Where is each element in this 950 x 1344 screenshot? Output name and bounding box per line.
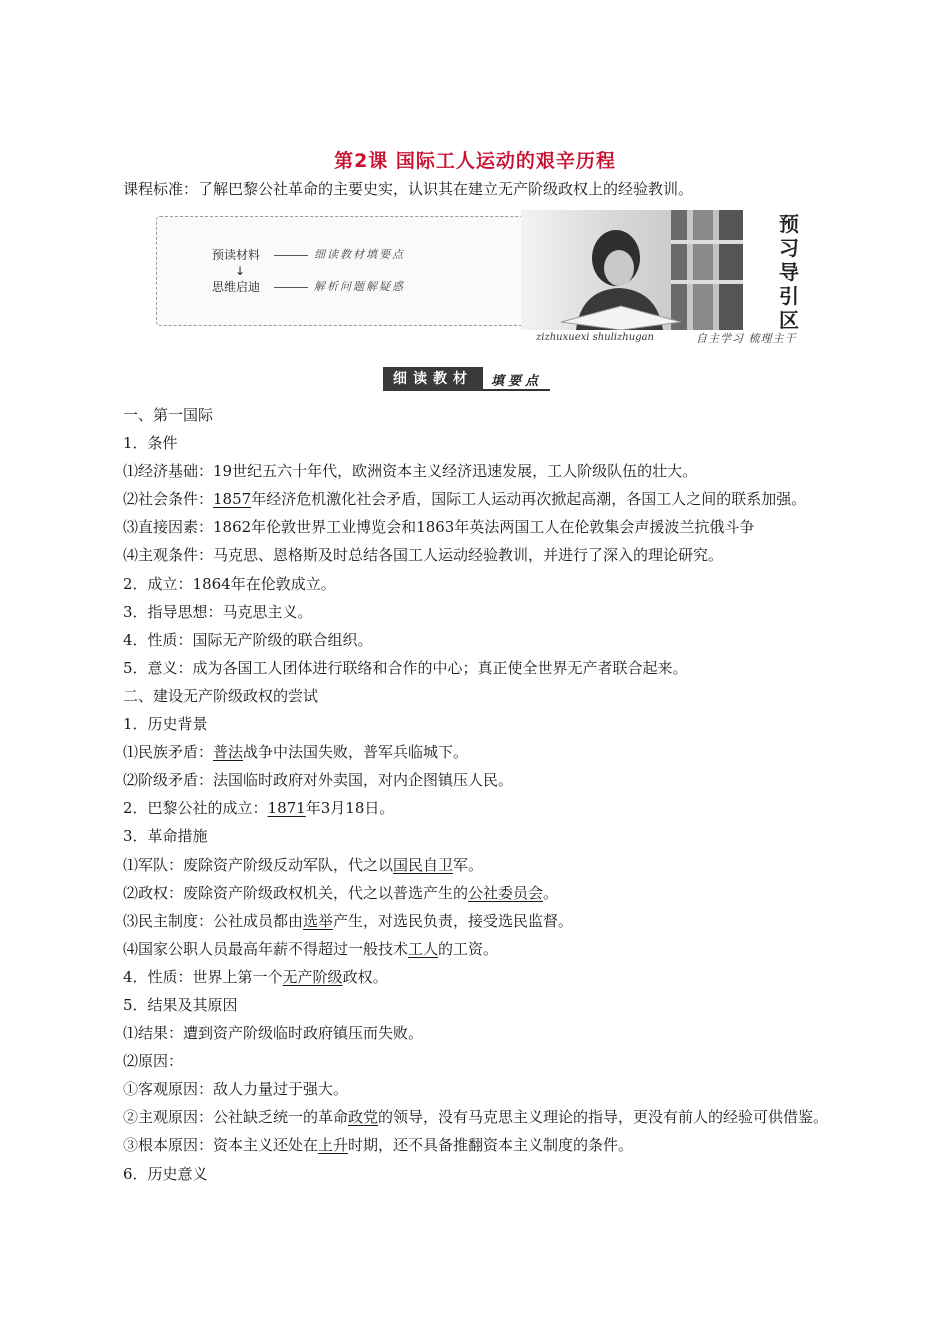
blank-answer: 1871 (267, 799, 306, 818)
paragraph-text: 军。 (453, 855, 484, 874)
body-paragraph (68, 1047, 868, 1075)
paragraph-text: 的工资。 (438, 939, 499, 958)
paragraph-text: ⑷国家公职人员最高年薪不得超过一般技术 (123, 939, 409, 958)
blank-answer: 普法 (213, 743, 244, 762)
study-flow (212, 246, 405, 296)
paragraph-text: ①客观原因：敌人力量过于强大。 (123, 1080, 349, 1099)
paragraph-text: ⑶民主制度：公社成员都由 (123, 911, 304, 930)
body-paragraph (68, 541, 868, 569)
paragraph-text: 4．性质：国际无产阶级的联合组织。 (123, 630, 373, 649)
flow-connector (274, 255, 308, 256)
blank-answer: 公社委员会 (468, 883, 544, 902)
flow-hint: 解析问题解疑惑 (314, 280, 405, 293)
body-paragraph (68, 794, 868, 822)
paragraph-text: 的领导，没有马克思主义理论的指导，更没有前人的经验可供借鉴。 (378, 1108, 829, 1127)
paragraph-text: ⑷主观条件：马克思、恩格斯及时总结各国工人运动经验教训，并进行了深入的理论研究。 (123, 546, 724, 565)
body-paragraph (68, 401, 868, 429)
body-paragraph (68, 738, 868, 766)
paragraph-text: 政权。 (342, 967, 388, 986)
body-paragraph (68, 710, 868, 738)
side-title: 预 习 导 引 区 (779, 212, 799, 332)
paragraph-text: 2．巴黎公社的成立： (123, 799, 268, 818)
paragraph-text: ⑴民族矛盾： (123, 743, 214, 762)
paragraph-text: ⑴经济基础：19世纪五六十年代，欧洲资本主义经济迅速发展，工人阶级队伍的壮大。 (123, 462, 698, 481)
body-paragraph (68, 457, 868, 485)
body-paragraph (68, 682, 868, 710)
paragraph-text: 5．结果及其原因 (123, 995, 238, 1014)
paragraph-text: 产生，对选民负责，接受选民监督。 (333, 911, 574, 930)
flow-step-read (212, 246, 405, 264)
paragraph-text: 时期，还不具备推翻资本主义制度的条件。 (348, 1136, 634, 1155)
flow-hint: 细读教材填要点 (314, 248, 405, 261)
blank-answer: 上升 (318, 1136, 349, 1155)
banner-pinyin: zizhuxuexi shulizhugan (536, 332, 654, 343)
flow-label: 思维启迪 (212, 280, 261, 294)
preview-banner (156, 210, 808, 345)
body-paragraph (68, 1075, 868, 1103)
flow-label: 预读材料 (212, 248, 261, 262)
body-paragraph (68, 429, 868, 457)
body-paragraph (68, 822, 868, 850)
paragraph-text: ⑴结果：遭到资产阶级临时政府镇压而失败。 (123, 1024, 424, 1043)
paragraph-text: 3．指导思想：马克思主义。 (123, 602, 313, 621)
paragraph-text: 。 (543, 883, 559, 902)
badge-sub: 填要点 (483, 370, 550, 391)
body-paragraph (68, 598, 868, 626)
paragraph-text: 6．历史意义 (123, 1164, 208, 1183)
paragraph-text: ⑴军队：废除资产阶级反动军队，代之以 (123, 855, 394, 874)
body-paragraph (68, 1131, 868, 1159)
page-title: 第2课 国际工人运动的艰辛历程 (334, 150, 616, 172)
body-paragraph (68, 485, 868, 513)
paragraph-text: 战争中法国失败，普军兵临城下。 (243, 743, 469, 762)
paragraph-text: ⑵阶级矛盾：法国临时政府对外卖国，对内企图镇压人民。 (123, 771, 514, 790)
paragraph-text: 年经济危机激化社会矛盾，国际工人运动再次掀起高潮，各国工人之间的联系加强。 (251, 490, 807, 509)
body-paragraph (68, 513, 868, 541)
paragraph-text: ⑵政权：废除资产阶级政权机关，代之以普选产生的 (123, 883, 469, 902)
body-paragraph (68, 1019, 868, 1047)
body-paragraph (68, 626, 868, 654)
document-body (68, 401, 868, 1188)
body-paragraph (68, 766, 868, 794)
flow-step-think (212, 278, 405, 296)
body-paragraph (68, 851, 868, 879)
body-paragraph (68, 907, 868, 935)
body-paragraph (68, 991, 868, 1019)
body-paragraph (68, 1103, 868, 1131)
paragraph-text: ②主观原因：公社缺乏统一的革命 (123, 1108, 349, 1127)
arrow-down-icon: ↓ (234, 264, 246, 278)
blank-answer: 国民自卫 (393, 855, 454, 874)
badge-main: 细读教材 (383, 367, 483, 391)
blank-answer: 无产阶级 (282, 967, 343, 986)
body-paragraph (68, 654, 868, 682)
paragraph-text: 年3月18日。 (305, 799, 395, 818)
blank-answer: 1857 (213, 490, 252, 509)
section-badge (383, 367, 550, 391)
blank-answer: 工人 (408, 939, 439, 958)
paragraph-text: 2．成立：1864年在伦敦成立。 (123, 574, 336, 593)
paragraph-text: 5．意义：成为各国工人团体进行联络和合作的中心；真正使全世界无产者联合起来。 (123, 658, 688, 677)
flow-connector (274, 287, 308, 288)
paragraph-text: ⑵原因： (123, 1052, 184, 1071)
student-reading-photo (521, 210, 743, 330)
paragraph-text: ⑵社会条件： (123, 490, 214, 509)
paragraph-text: ③根本原因：资本主义还处在 (123, 1136, 319, 1155)
body-paragraph (68, 879, 868, 907)
course-standard: 课程标准：了解巴黎公社革命的主要史实，认识其在建立无产阶级政权上的经验教训。 (123, 180, 694, 198)
body-paragraph (68, 935, 868, 963)
body-paragraph (68, 1160, 868, 1188)
paragraph-text: 一、第一国际 (123, 406, 214, 424)
body-paragraph (68, 570, 868, 598)
blank-answer: 选举 (303, 911, 334, 930)
paragraph-text: ⑶直接因素：1862年伦敦世界工业博览会和1863年英法两国工人在伦敦集会声援波兰抗俄斗争 (123, 518, 755, 537)
blank-answer: 政党 (348, 1108, 379, 1127)
paragraph-text: 1．历史背景 (123, 715, 208, 734)
paragraph-text: 4．性质：世界上第一个 (123, 967, 283, 986)
paragraph-text: 3．革命措施 (123, 827, 208, 846)
paragraph-text: 二、建设无产阶级政权的尝试 (123, 686, 319, 705)
paragraph-text: 1．条件 (123, 434, 178, 453)
body-paragraph (68, 963, 868, 991)
banner-subtitle: 自主学习 梳理主干 (696, 332, 797, 345)
